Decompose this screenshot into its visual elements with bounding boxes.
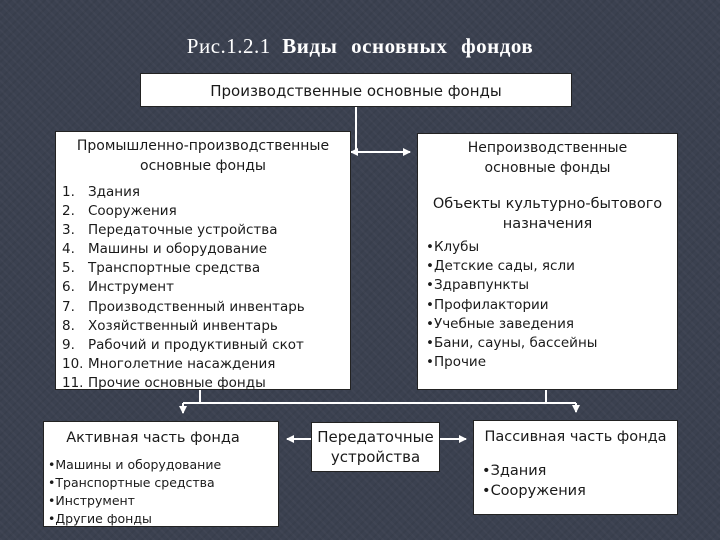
list-item: •Здравпункты [426,277,530,294]
transfer-devices-box [311,422,440,472]
list-item: 8. Хозяйственный инвентарь [62,317,278,334]
figure-caption: Виды основных фондов [282,34,534,58]
industrial-funds-list [62,183,350,393]
active-part-heading: Активная часть фонда [66,430,240,446]
list-item: 7. Производственный инвентарь [62,298,305,315]
non-production-funds-heading: Непроизводственные основные фонды [467,140,628,176]
passive-part-list [482,461,677,501]
list-item: 4. Машины и оборудование [62,241,268,258]
industrial-funds-heading: Промышленно-производственные основные фонды [76,138,330,174]
list-item: 1. Здания [62,184,140,200]
production-funds-label: Производственные основные фонды [210,82,502,100]
list-item: •Профилактории [426,296,549,313]
cultural-objects-subheading: Объекты культурно-бытового назначения [432,196,663,232]
list-item: 2. Сооружения [62,203,177,220]
figure-number: Рис.1.2.1 [186,34,271,58]
production-funds-box [140,73,572,107]
list-item: 6. Инструмент [62,279,174,296]
list-item: •Инструмент [48,493,135,508]
list-item: 9. Рабочий и продуктивный скот [62,336,304,353]
list-item: 3. Передаточные устройства [62,222,278,239]
list-item: •Транспортные средства [48,475,215,490]
list-item: 11. Прочие основные фонды [62,374,266,391]
passive-part-box [473,420,678,515]
non-production-funds-box [417,133,678,390]
list-item: 10. Многолетние насаждения [62,355,276,372]
list-item: •Другие фонды [48,511,152,526]
connector-top-left [351,107,356,152]
industrial-funds-box [55,131,351,390]
list-item: •Детские сады, ясли [426,258,575,275]
list-item: •Бани, сауны, бассейны [426,335,598,352]
list-item: 5. Транспортные средства [62,260,261,277]
list-item: •Машины и оборудование [48,457,222,472]
list-item: •Сооружения [482,483,586,499]
transfer-devices-label-1: Передаточные [317,428,434,446]
list-item: •Клубы [426,239,480,255]
list-item: •Прочие [426,354,487,371]
transfer-devices-label-2: устройства [330,448,421,466]
active-part-list [48,456,278,528]
list-item: •Учебные заведения [426,315,574,332]
passive-part-heading: Пассивная часть фонда [484,429,667,445]
active-part-box [43,421,279,527]
list-item: •Здания [482,463,547,479]
cultural-objects-list [426,238,677,372]
